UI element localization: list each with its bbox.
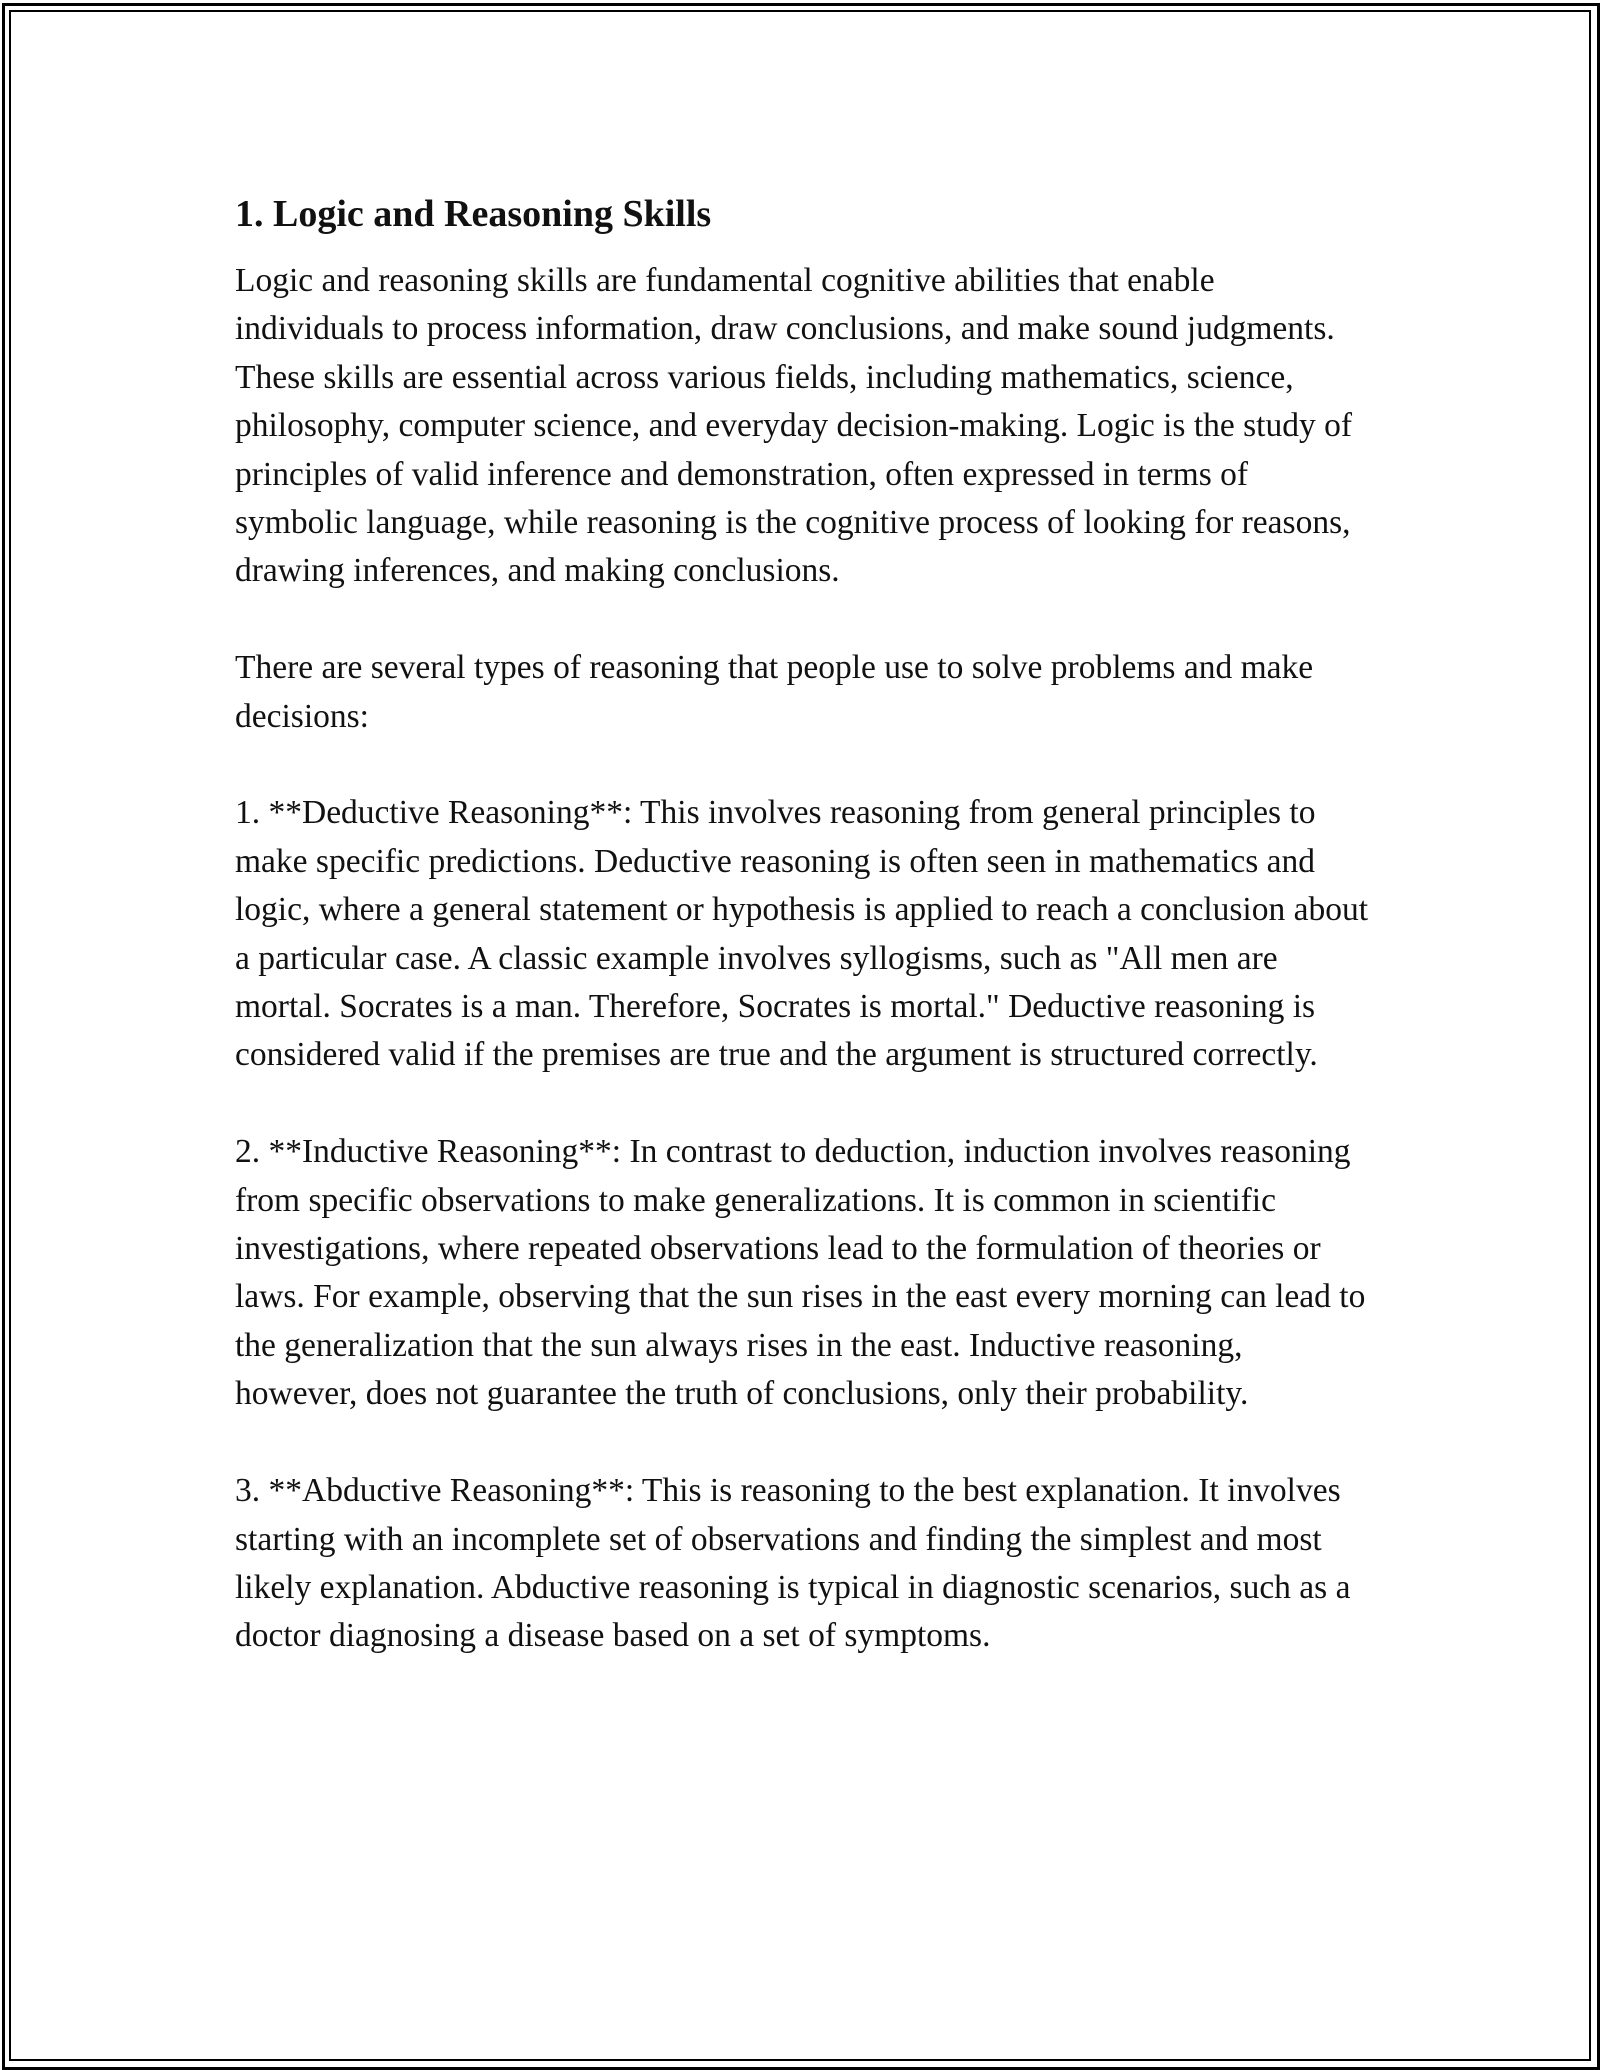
abductive-reasoning-paragraph: 3. **Abductive Reasoning**: This is reasoning to the best explanation. It involves starting with an incomplete set of observations and finding the simplest and most likely explanation. Abductive reasoning is typical in diagnostic scenarios, such as a doctor diagnosing a disease based on a set of symptoms.: [235, 1472, 1351, 1655]
section-heading: 1. Logic and Reasoning Skills: [235, 193, 712, 235]
document-body: [235, 186, 1370, 1709]
types-intro-paragraph: There are several types of reasoning that people use to solve problems and make decisions:: [235, 649, 1314, 735]
deductive-reasoning-paragraph: 1. **Deductive Reasoning**: This involves reasoning from general principles to make specific predictions. Deductive reasoning is often seen in mathematics and logic, where a general statement or hypothesis is applied to reach a conclusion about a particular case. A classic example involves syllogisms, such as "All men are mortal. Socrates is a man. Therefore, Socrates is mortal." Deductive reasoning is considered valid if the premises are true and the argument is structured correctly.: [235, 794, 1369, 1074]
intro-paragraph: Logic and reasoning skills are fundamental cognitive abilities that enable individuals to process information, draw conclusions, and make sound judgments. These skills are essential across various fields, including mathematics, science, philosophy, computer science, and everyday decision-making. Logic is the study of principles of valid inference and demonstration, often expressed in terms of symbolic language, while reasoning is the cognitive process of looking for reasons, drawing inferences, and making conclusions.: [235, 262, 1352, 590]
inductive-reasoning-paragraph: 2. **Inductive Reasoning**: In contrast to deduction, induction involves reasoning from specific observations to make generalizations. It is common in scientific investigations, where repeated observations lead to the formulation of theories or laws. For example, observing that the sun rises in the east every morning can lead to the generalization that the sun always rises in the east. Inductive reasoning, however, does not guarantee the truth of conclusions, only their probability.: [235, 1133, 1366, 1413]
